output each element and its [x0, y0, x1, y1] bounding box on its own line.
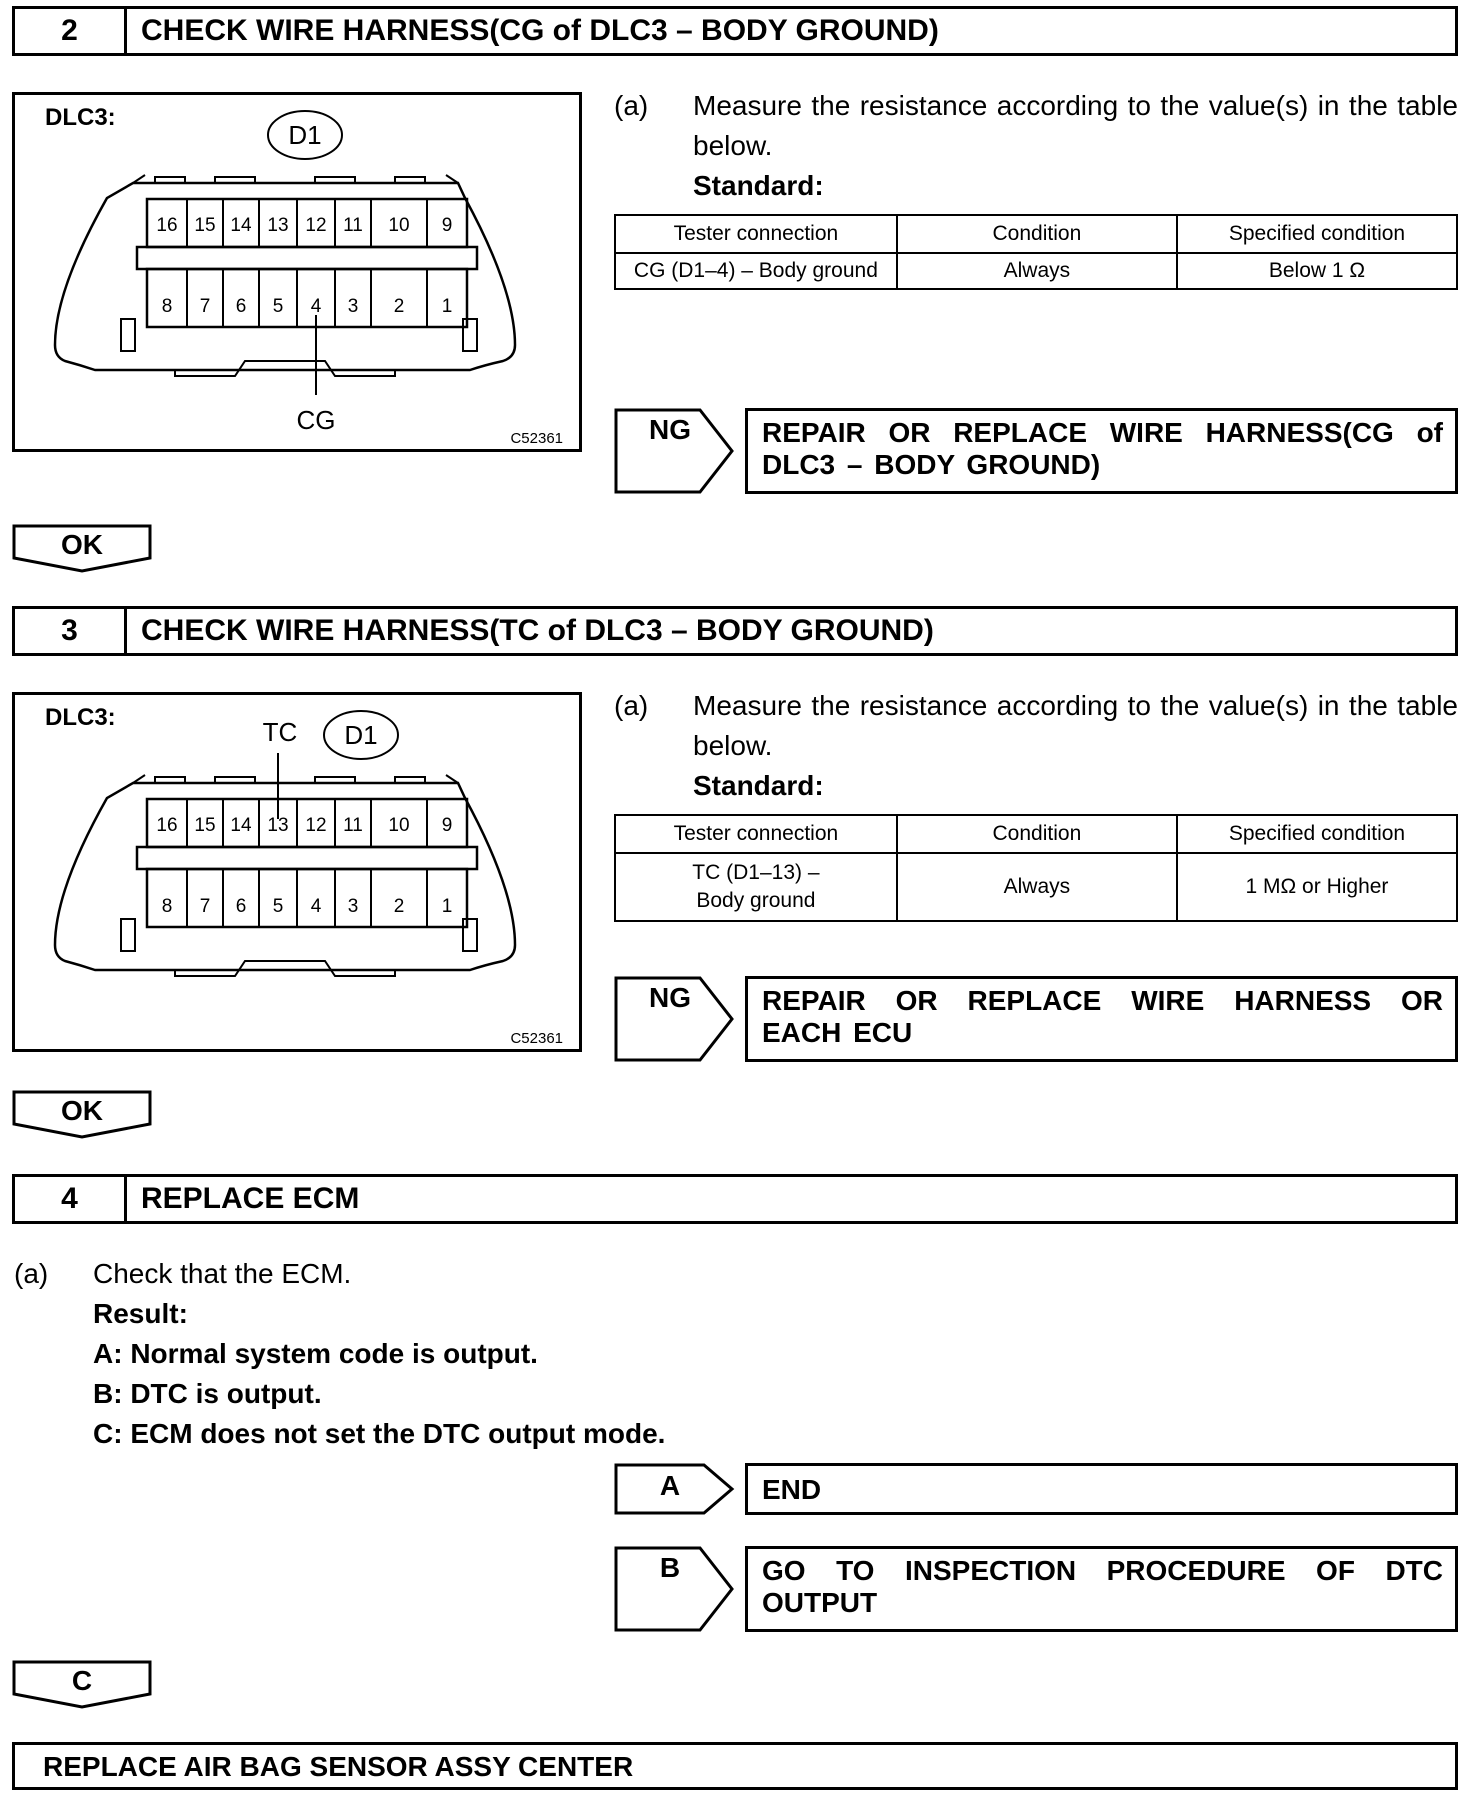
connector-label: DLC3: — [45, 104, 116, 131]
step-title: CHECK WIRE HARNESS(CG of DLC3 – BODY GROUND) — [141, 14, 939, 47]
dlc3-diagram-tc — [12, 692, 582, 1052]
pin-label: 4 — [310, 896, 322, 917]
table-header: Condition — [897, 215, 1177, 253]
result-label: Result: — [93, 1298, 188, 1329]
pin-label: 9 — [441, 815, 453, 836]
pin-label: 2 — [393, 296, 405, 317]
pin-label: 5 — [272, 296, 284, 317]
pin-label: 16 — [156, 215, 178, 236]
instruction-text: Check that the ECM. — [93, 1258, 352, 1289]
pin-label: 16 — [156, 815, 178, 836]
step-2-header — [12, 6, 1458, 56]
table-header: Condition — [897, 815, 1177, 853]
table-header: Specified condition — [1177, 215, 1457, 253]
instruction-text: Measure the resistance according to the value(s) in the table below. — [693, 90, 1458, 161]
spec-table-tc — [614, 814, 1458, 922]
tester-connection-line-2: Body ground — [696, 889, 816, 912]
pin-label: 10 — [388, 215, 410, 236]
pin-label: 12 — [305, 215, 327, 236]
ok-label: OK — [61, 1095, 103, 1126]
pin-label: 1 — [441, 896, 453, 917]
pin-label: 11 — [343, 215, 363, 236]
branch-label: C — [71, 1665, 93, 1696]
branch-a-action-box: END — [745, 1463, 1458, 1515]
pin-label: 5 — [272, 896, 284, 917]
step-4-header — [12, 1174, 1458, 1224]
ng-label: NG — [649, 982, 691, 1013]
table-cell: Always — [897, 253, 1177, 289]
branch-b-action-box: GO TO INSPECTION PROCEDURE OF DTC OUTPUT — [745, 1546, 1458, 1632]
pin-callout: CG — [296, 405, 336, 435]
pin-label: 13 — [267, 815, 289, 836]
pin-label: 1 — [441, 296, 453, 317]
ng-action-box: REPAIR OR REPLACE WIRE HARNESS(CG of DLC3 – BODY GROUND) — [745, 408, 1458, 494]
figure-code: C52361 — [510, 1030, 563, 1047]
table-cell: CG (D1–4) – Body ground — [615, 253, 897, 289]
branch-a-tag — [614, 1463, 736, 1515]
spec-table-cg — [614, 214, 1458, 290]
step-title: CHECK WIRE HARNESS(TC of DLC3 – BODY GROUND) — [141, 614, 934, 647]
pin-label: 15 — [194, 815, 216, 836]
ok-tag — [12, 524, 152, 572]
branch-c-tag — [12, 1660, 152, 1708]
pin-label: 2 — [393, 896, 405, 917]
ng-tag — [614, 976, 736, 1062]
result-item: A: Normal system code is output. — [93, 1338, 538, 1369]
step-number: 2 — [15, 9, 127, 53]
pin-label: 8 — [161, 296, 173, 317]
table-cell: Below 1 Ω — [1177, 253, 1457, 289]
table-cell — [615, 853, 897, 921]
final-action-box: REPLACE AIR BAG SENSOR ASSY CENTER — [12, 1742, 1458, 1790]
pin-label: 11 — [343, 815, 363, 836]
table-header: Tester connection — [615, 215, 897, 253]
ng-label: NG — [649, 414, 691, 445]
result-item: B: DTC is output. — [93, 1378, 322, 1409]
pin-label: 14 — [230, 215, 252, 236]
pin-label: 7 — [199, 896, 211, 917]
pin-label: 6 — [235, 896, 247, 917]
connector-id: D1 — [288, 120, 322, 150]
pin-label: 13 — [267, 215, 289, 236]
pin-label: 6 — [235, 296, 247, 317]
step-3-header — [12, 606, 1458, 656]
ng-tag — [614, 408, 736, 494]
result-item: C: ECM does not set the DTC output mode. — [93, 1418, 666, 1449]
ok-tag — [12, 1090, 152, 1138]
figure-code: C52361 — [510, 430, 563, 447]
step-number: 3 — [15, 609, 127, 653]
dlc3-diagram-cg — [12, 92, 582, 452]
step-title: REPLACE ECM — [141, 1182, 360, 1215]
pin-label: 9 — [441, 215, 453, 236]
table-cell: 1 MΩ or Higher — [1177, 853, 1457, 921]
pin-label: 15 — [194, 215, 216, 236]
pin-label: 7 — [199, 296, 211, 317]
instruction-text: Measure the resistance according to the value(s) in the table below. — [693, 690, 1458, 761]
branch-label: B — [659, 1552, 681, 1583]
dlc3-connector-drawing — [15, 695, 579, 1049]
connector-id: D1 — [344, 720, 378, 750]
connector-label: DLC3: — [45, 704, 116, 731]
ok-label: OK — [61, 529, 103, 560]
tester-connection-line-1: TC (D1–13) – — [692, 861, 820, 884]
instruction-letter: (a) — [614, 690, 649, 721]
pin-label: 3 — [347, 896, 359, 917]
branch-b-tag — [614, 1546, 736, 1632]
pin-callout: TC — [262, 717, 298, 747]
table-header: Tester connection — [615, 815, 897, 853]
step-number: 4 — [15, 1177, 127, 1221]
pin-label: 14 — [230, 815, 252, 836]
ng-action-box: REPAIR OR REPLACE WIRE HARNESS OR EACH ECU — [745, 976, 1458, 1062]
pin-label: 12 — [305, 815, 327, 836]
dlc3-connector-drawing — [15, 95, 579, 449]
table-header: Specified condition — [1177, 815, 1457, 853]
standard-label: Standard: — [693, 770, 824, 801]
pin-label: 10 — [388, 815, 410, 836]
table-cell: Always — [897, 853, 1177, 921]
pin-label: 4 — [310, 296, 322, 317]
standard-label: Standard: — [693, 170, 824, 201]
branch-label: A — [659, 1470, 681, 1501]
pin-label: 8 — [161, 896, 173, 917]
instruction-letter: (a) — [14, 1258, 49, 1289]
pin-label: 3 — [347, 296, 359, 317]
instruction-letter: (a) — [614, 90, 649, 121]
